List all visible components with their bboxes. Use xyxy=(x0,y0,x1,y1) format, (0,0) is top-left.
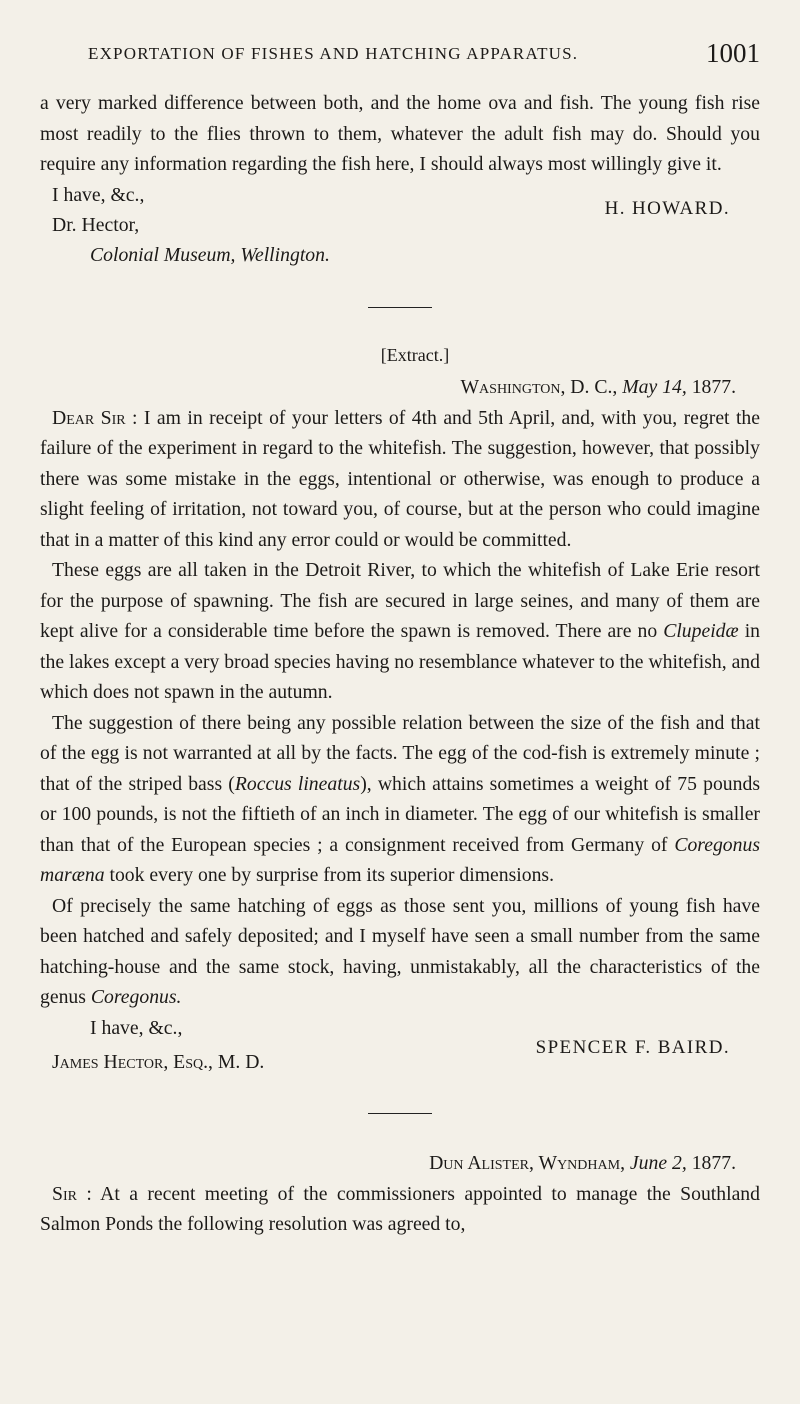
letter2-addressee: James Hector, Esq., M. D. xyxy=(52,1050,265,1073)
term-coregonus-maraena: Coregonus maræna xyxy=(40,833,760,886)
letter1-sign-off: I have, &c., xyxy=(52,183,145,206)
letter2-paragraph-3-text-c: took every one by surprise from its superior dimensions. xyxy=(109,864,555,886)
letter3-salutation: Sir : xyxy=(52,1182,92,1205)
letter1-signature: H. HOWARD. xyxy=(604,197,730,219)
letter1-addressee-place: Colonial Museum, Wellington. xyxy=(90,244,330,266)
letter2-dateline-place: Washington, D. C., xyxy=(460,376,618,398)
letter2-signoff-row xyxy=(40,1013,760,1058)
letter2-paragraph-4-text: Of precisely the same hatching of eggs as those sent you, millions of young fish have been hatched and safely deposited; and I myself have seen a small number from the same hatching-house and the same stock, having, unmistakably, all the characteristics of the genus xyxy=(40,894,760,1008)
letter2-paragraph-1-text: I am in receipt of your letters of 4th and 5th April, and, with you, regret the failure of the experiment in regard to the whitefish. The suggestion, however, that possibly there was some mistake in the eggs, intentional or otherwise, was enough to produce a slight feeling of irritation, not toward you, of course, but at the person who could imagine that in a matter of this kind any error could or would be committed. xyxy=(40,406,760,551)
letter2-salutation: Dear Sir : xyxy=(52,406,138,429)
letter3-paragraph-1 xyxy=(40,1179,760,1240)
letter2-dateline-date: May 14, xyxy=(622,376,687,398)
page-number: 1001 xyxy=(706,38,760,68)
letter3-paragraph-1-text: At a recent meeting of the commissioners appointed to manage the Southland Salmon Ponds the following resolution was agreed to, xyxy=(40,1182,760,1235)
letter2-paragraph-2-text-b: in the lakes except a very broad species having no resemblance whatever to the whitefish, and which does not spawn in the autumn. xyxy=(40,620,761,703)
page-body xyxy=(40,88,760,1240)
term-clupeidae: Clupeidæ xyxy=(663,620,739,642)
letter2-dateline xyxy=(40,372,760,403)
letter2-signature: SPENCER F. BAIRD. xyxy=(535,1036,730,1058)
term-roccus-lineatus: Roccus lineatus xyxy=(234,772,361,795)
letter3-dateline xyxy=(40,1148,760,1179)
letter2-paragraph-4 xyxy=(40,891,760,1013)
letter2-sign-off: I have, &c., xyxy=(90,1016,183,1039)
letter2-paragraph-2-text-a: These eggs are all taken in the Detroit River, to which the whitefish of Lake Erie resort for the purpose of spawning. The fish are secured in large seines, and many of them are kept alive for a considerable time before the spawn is removed. There are no xyxy=(40,559,760,642)
letter2-paragraph-3 xyxy=(40,708,760,891)
letter2-paragraph-2 xyxy=(40,555,760,708)
letter1-signoff-row xyxy=(40,180,760,219)
letter3-dateline-year: 1877. xyxy=(691,1152,736,1174)
term-coregonus: Coregonus. xyxy=(90,986,182,1008)
letter2-dateline-year: 1877. xyxy=(691,376,736,398)
letter3-dateline-place: Dun Alister, Wyndham, xyxy=(429,1152,625,1174)
letter3-dateline-date: June 2, xyxy=(629,1152,687,1174)
letter2-paragraph-1 xyxy=(40,403,760,556)
letter2-paragraph-3-text-b: ), which attains sometimes a weight of 75 pounds or 100 pounds, is not the fiftieth of an inch in diameter. The egg of our whitefish is smaller than that of the European species ; a consignment received from Germany of xyxy=(40,772,760,856)
running-head xyxy=(40,38,760,72)
letter1-closing-paragraph: a very marked difference between both, and the home ova and fish. The young fish rise most readily to the flies thrown to them, whatever the adult fish may do. Should you require any information regarding the fish here, I should always most willingly give it. xyxy=(40,92,760,175)
letter2-paragraph-3-text-a: The suggestion of there being any possible relation between the size of the fish and that of the egg is not warranted at all by the facts. The egg of the cod-fish is extremely minute ; that of the striped bass ( xyxy=(40,711,760,795)
letter1-addressee-name: Dr. Hector, xyxy=(52,213,140,236)
extract-label: [Extract.] xyxy=(380,344,450,365)
running-head-title: EXPORTATION OF FISHES AND HATCHING APPARATUS. xyxy=(88,44,579,63)
